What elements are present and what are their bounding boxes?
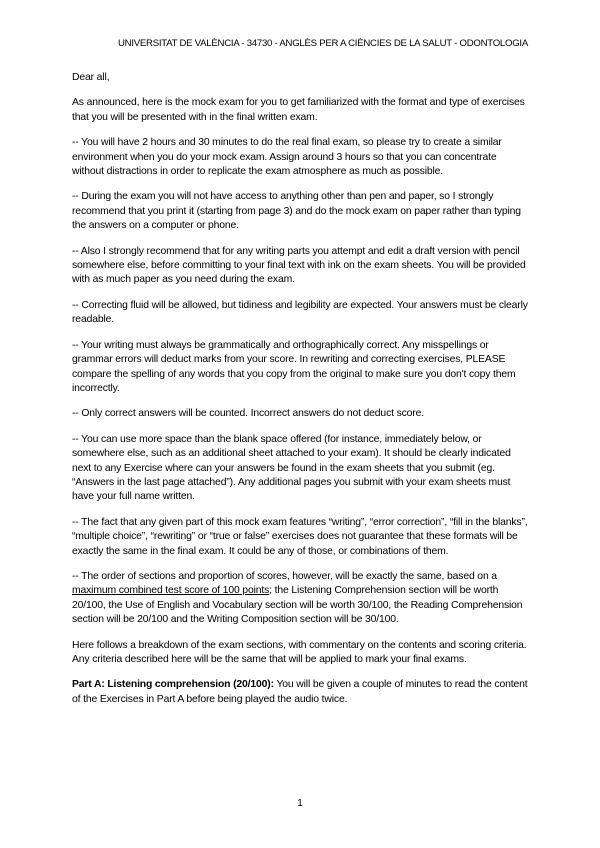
paragraph-breakdown: Here follows a breakdown of the exam sections, with commentary on the contents and scoring criteria. Any criteria described here will be the same that will be applied to mark your final exams. — [72, 639, 527, 665]
paragraph-grammar: -- Your writing must always be grammatically and orthographically correct. Any misspellings or grammar errors will deduct marks from your score. In rewriting and correcting exercises, PLEASE compare the spelling of any words that you copy from the original to make sure you don't copy them incorrectly. — [72, 339, 516, 394]
page-header: UNIVERSITAT DE VALÈNCIA - 34730 - ANGLÈS PER A CIÈNCIES DE LA SALUT - ODONTOLOGIA — [117, 38, 528, 49]
part-a-title: Part A: Listening comprehension (20/100): — [72, 679, 274, 691]
paragraph-correct-answers: -- Only correct answers will be counted. Incorrect answers do not deduct score. — [72, 408, 424, 420]
paragraph-intro: As announced, here is the mock exam for you to get familiarized with the format and type of exercises that you will be presented with in the final written exam. — [72, 97, 525, 123]
document-body — [72, 71, 528, 718]
greeting: Dear all, — [72, 72, 110, 83]
max-score-underlined: maximum combined test score of 100 points — [72, 585, 270, 597]
order-text-start: -- The order of sections and proportion of scores, however, will be exactly the same, based on a — [72, 570, 497, 582]
paragraph-formats: -- The fact that any given part of this mock exam features “writing”, “error correction”, “fill in the blanks”, “multiple choice”, “rewriting” or “true or false” exercises does not guarantee that these formats will be exactly the same in the final exam. It could be any of those, or combinations of them. — [72, 516, 528, 557]
paragraph-order — [72, 570, 528, 628]
paragraph-duration: -- You will have 2 hours and 30 minutes to do the real final exam, so please try to create a similar environment when you do your mock exam. Assign around 3 hours so that you can concentrate without distractions in order to replicate the exam atmosphere as much as possible. — [72, 137, 502, 178]
paragraph-materials: -- During the exam you will not have access to anything other than pen and paper, so I strongly recommend that you print it (starting from page 3) and do the mock exam on paper rather than typing the answers on a computer or phone. — [72, 191, 521, 232]
paragraph-correcting-fluid: -- Correcting fluid will be allowed, but tidiness and legibility are expected. Your answers must be clearly readable. — [72, 299, 528, 326]
paragraph-part-a — [72, 678, 528, 707]
paragraph-draft: -- Also I strongly recommend that for any writing parts you attempt and edit a draft version with pencil somewhere else, before committing to your final text with ink on the exam sheets. You will be provided with as much paper as you need during the exam. — [72, 245, 526, 286]
paragraph-space: -- You can use more space than the blank space offered (for instance, immediately below, or somewhere else, such as an additional sheet attached to your exam). It should be clearly indicated next to any Exercise where can your answers be found in the exam sheets that you submit (eg. “Answers in the last page attached”). Any additional pages you submit with your exam sheets must have your full name written. — [72, 433, 511, 503]
order-text-end: ; the Listening Comprehension section will be worth 20/100, the Use of English and Vocabulary section will be worth 30/100, the Reading Comprehension section will be 20/100 and the Writing Composition section will be 30/100. — [72, 585, 523, 626]
page-number: 1 — [297, 798, 303, 809]
part-a-text: You will be given a couple of minutes to read the content of the Exercises in Part A before being played the audio twice. — [72, 679, 528, 705]
